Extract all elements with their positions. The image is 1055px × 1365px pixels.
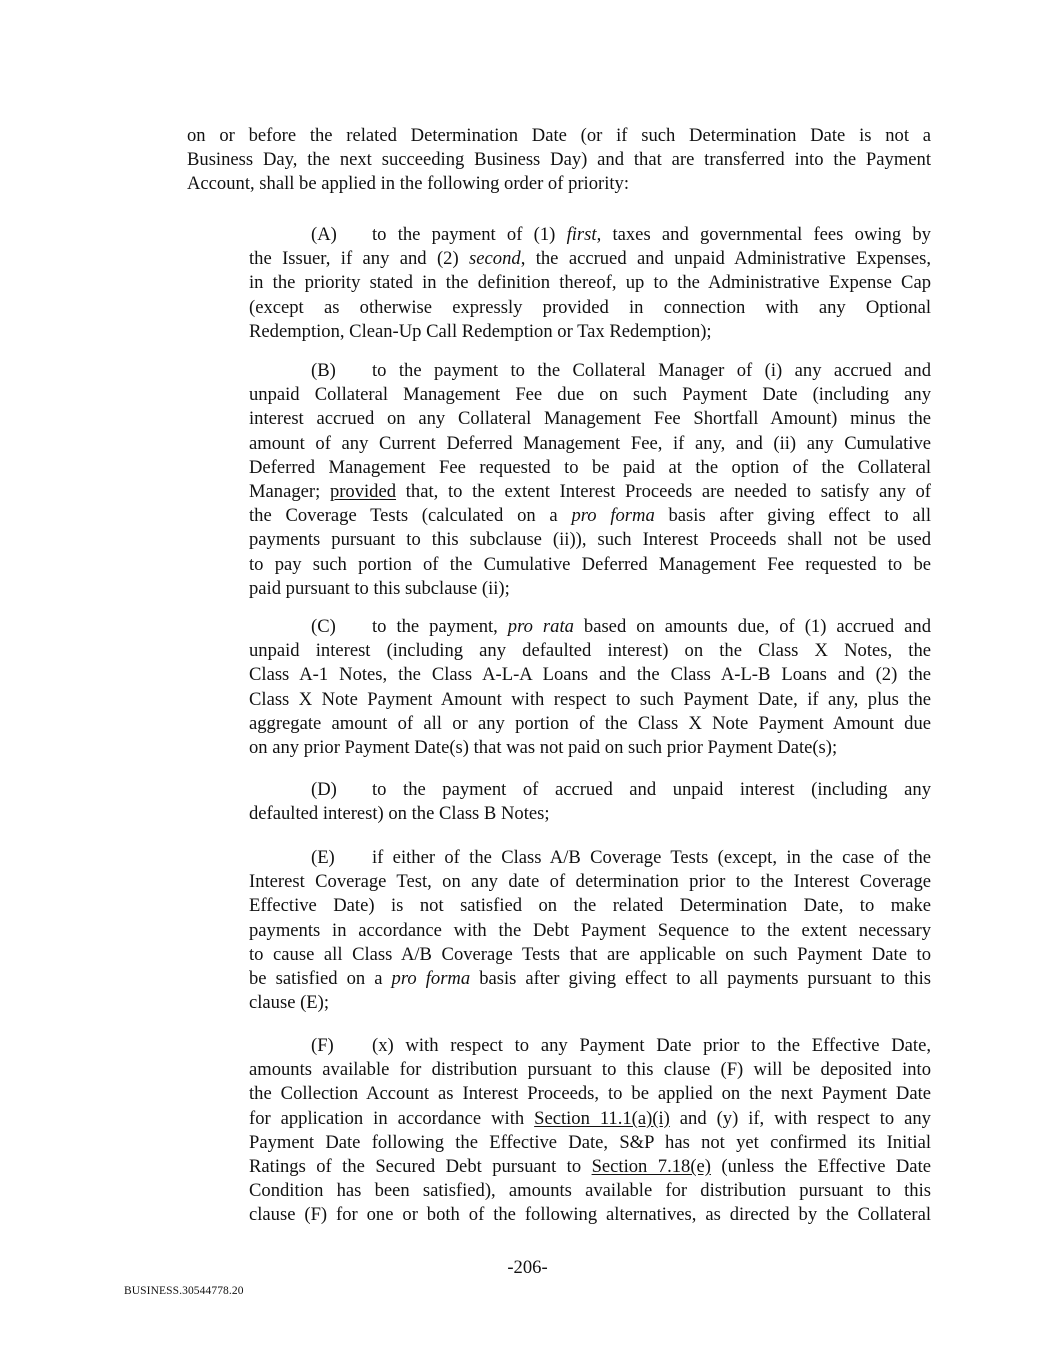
text-line: in the priority stated in the definition thereof, up to the Administrative Expense Cap <box>249 272 931 294</box>
text-line: to cause all Class A/B Coverage Tests that are applicable on such Payment Date to <box>249 943 931 965</box>
underlined-reference: Section 11.1(a)(i) <box>534 1107 670 1129</box>
page-number: -206- <box>507 1257 548 1278</box>
clause-f <box>249 1034 931 1228</box>
clause-label: (B) <box>311 360 336 381</box>
italic-term: first <box>566 224 597 245</box>
text-line: amount of any Current Deferred Management Fee, if any, and (ii) any Cumulative <box>249 432 931 454</box>
text-line: Interest Coverage Test, on any date of determination prior to the Interest Coverage <box>249 871 931 893</box>
text-line: be satisfied on a pro forma basis after giving effect to all payments pursuant to this <box>249 967 931 989</box>
text-line: defaulted interest) on the Class B Notes; <box>249 803 550 825</box>
italic-term: second <box>469 248 521 270</box>
text-line: Account, shall be applied in the following order of priority: <box>187 173 630 195</box>
text-line: Condition has been satisfied), amounts available for distribution pursuant to this <box>249 1180 931 1202</box>
text-line: clause (E); <box>249 992 330 1014</box>
clause-label: (F) <box>311 1035 334 1056</box>
clause-c <box>249 615 931 760</box>
text-line: (F) (x) with respect to any Payment Date prior to the Effective Date, <box>249 1034 931 1058</box>
text-line: (D) to the payment of accrued and unpaid interest (including any <box>249 778 931 802</box>
text-line: (E) if either of the Class A/B Coverage Tests (except, in the case of the <box>249 846 931 870</box>
text-line: the Issuer, if any and (2) second, the accrued and unpaid Administrative Expenses, <box>249 248 931 270</box>
text-line: payments pursuant to this subclause (ii)), such Interest Proceeds shall not be used <box>249 529 931 551</box>
clause-b <box>249 359 931 601</box>
italic-term: pro forma <box>391 967 471 989</box>
clause-e <box>249 846 931 1015</box>
text-line: amounts available for distribution pursuant to this clause (F) will be deposited into <box>249 1059 931 1081</box>
text-line: paid pursuant to this subclause (ii); <box>249 577 510 599</box>
text-line: the Collection Account as Interest Proceeds, to be applied on the next Payment Date <box>249 1083 931 1105</box>
text-line: for application in accordance with Section 11.1(a)(i) and (y) if, with respect to any <box>249 1107 931 1129</box>
text-line: to pay such portion of the Cumulative Deferred Management Fee requested to be <box>249 553 931 575</box>
text-line: (B) to the payment to the Collateral Manager of (i) any accrued and <box>249 359 931 383</box>
clause-a <box>249 223 931 344</box>
text-line: Class A-1 Notes, the Class A-L-A Loans and the Class A-L-B Loans and (2) the <box>249 664 931 686</box>
text-line: Class X Note Payment Amount with respect to such Payment Date, if any, plus the <box>249 688 931 710</box>
clause-label: (A) <box>311 224 337 245</box>
text-line: on any prior Payment Date(s) that was not paid on such prior Payment Date(s); <box>249 736 838 758</box>
text-line: unpaid interest (including any defaulted interest) on the Class X Notes, the <box>249 640 931 662</box>
text-line: aggregate amount of all or any portion of the Class X Note Payment Amount due <box>249 712 931 734</box>
intro-paragraph <box>187 124 931 197</box>
text-line: on or before the related Determination Date (or if such Determination Date is not a <box>187 125 931 146</box>
text-line: Manager; provided that, to the extent Interest Proceeds are needed to satisfy any of <box>249 480 931 502</box>
underlined-reference: Section 7.18(e) <box>591 1155 711 1177</box>
italic-term: pro forma <box>571 505 655 527</box>
text-line: Payment Date following the Effective Date, S&P has not yet confirmed its Initial <box>249 1131 931 1153</box>
text-line: (A) to the payment of (1) first, taxes and governmental fees owing by <box>249 223 931 247</box>
clause-label: (C) <box>311 616 336 637</box>
text-line: Effective Date) is not satisfied on the related Determination Date, to make <box>249 895 931 917</box>
text-line: (C) to the payment, pro rata based on amounts due, of (1) accrued and <box>249 615 931 639</box>
clause-label: (E) <box>311 847 335 868</box>
text-line: Redemption, Clean-Up Call Redemption or Tax Redemption); <box>249 320 712 342</box>
document-id: BUSINESS.30544778.20 <box>124 1285 244 1297</box>
text-line: the Coverage Tests (calculated on a pro forma basis after giving effect to all <box>249 505 931 527</box>
text-line: interest accrued on any Collateral Management Fee Shortfall Amount) minus the <box>249 408 931 430</box>
text-line: Deferred Management Fee requested to be paid at the option of the Collateral <box>249 456 931 478</box>
text-line: Ratings of the Secured Debt pursuant to Section 7.18(e) (unless the Effective Date <box>249 1155 931 1177</box>
text-line: Business Day, the next succeeding Business Day) and that are transferred into the Payment <box>187 149 931 171</box>
clause-label: (D) <box>311 779 337 800</box>
underlined-reference: provided <box>329 480 397 502</box>
text-line: clause (F) for one or both of the following alternatives, as directed by the Collateral <box>249 1204 931 1226</box>
text-line: unpaid Collateral Management Fee due on such Payment Date (including any <box>249 384 931 406</box>
clause-d <box>249 778 931 826</box>
text-line: payments in accordance with the Debt Payment Sequence to the extent necessary <box>249 919 931 941</box>
text-line: (except as otherwise expressly provided in connection with any Optional <box>249 296 931 318</box>
italic-term: pro rata <box>507 616 574 637</box>
